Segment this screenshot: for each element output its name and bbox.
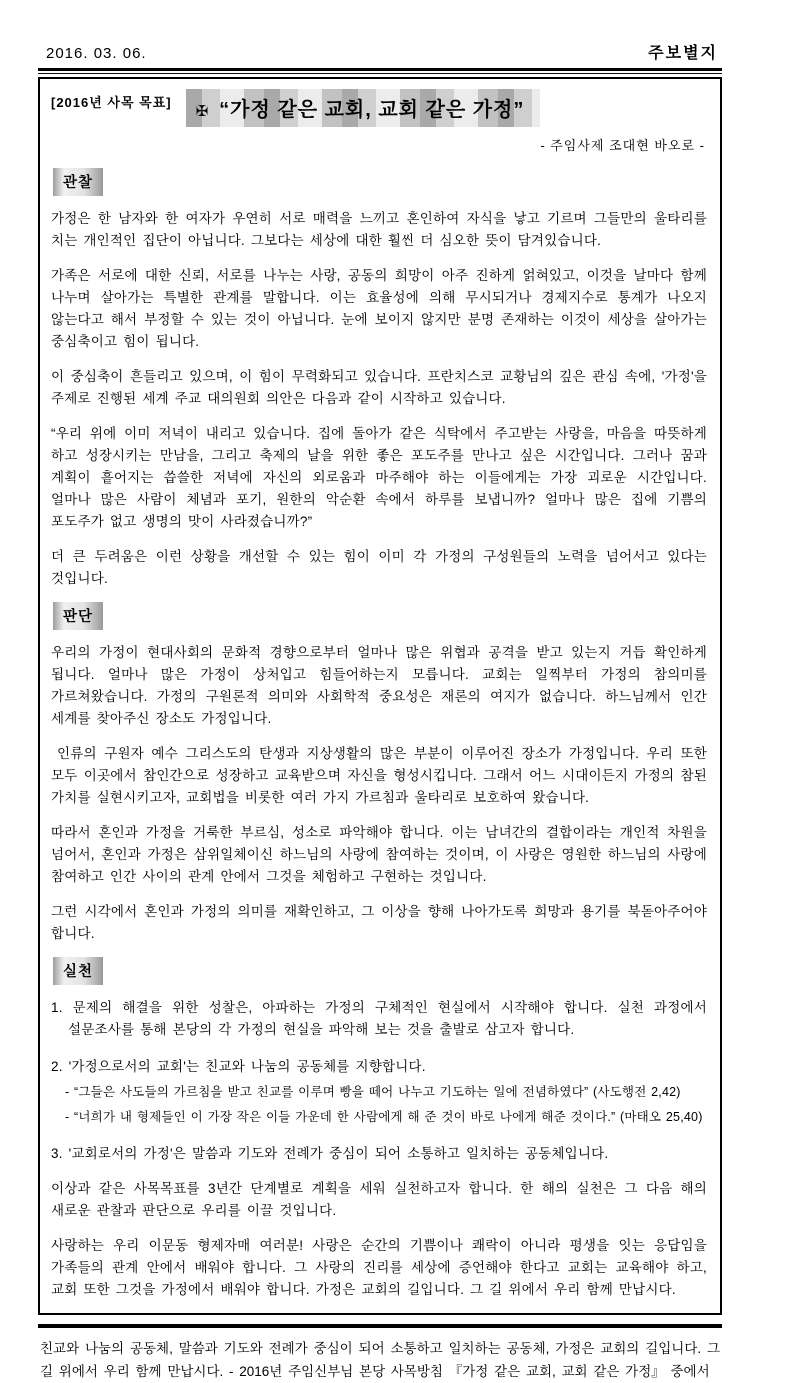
- header-double-rule: [38, 68, 722, 74]
- paragraph: 인류의 구원자 예수 그리스도의 탄생과 지상생활의 많은 부분이 이루어진 장소가 가정입니다. 우리 또한 모두 이곳에서 참인간으로 성장하고 교육받으며 자신을 형성시킵니다. 그래서 어느 시대이든지 가정의 참된 가치를 실현시키고자, 교회법을 비롯한 여러 가지 가르침과 울타리로 보호하여 왔습니다.: [51, 746, 707, 805]
- footer-summary: 친교와 나눔의 공동체, 말씀과 기도와 전례가 중심이 되어 소통하고 일치하는 공동체, 가정은 교회의 길입니다. 그 길 위에서 우리 함께 만납시다. - 2016년 주임신부님 본당 사목방침 『가정 같은 교회, 교회 같은 가정』 중에서: [40, 1341, 720, 1379]
- section-practice: [51, 945, 707, 1301]
- title-row: [51, 89, 707, 127]
- paragraph: 더 큰 두려움은 이런 상황을 개선할 수 있는 힘이 이미 각 가정의 구성원들의 노력을 넘어서고 있다는 것입니다.: [51, 549, 707, 586]
- bulletin-title: 주보별지: [648, 45, 718, 62]
- practice-item-2: 2. '가정으로서의 교회'는 친교와 나눔의 공동체를 지향합니다.: [51, 1059, 426, 1074]
- cross-icon: ✠: [195, 103, 210, 120]
- paragraph: “우리 위에 이미 저녁이 내리고 있습니다. 집에 돌아가 같은 식탁에서 주고받는 사랑을, 마음을 따뜻하게 하고 성장시키는 만남을, 그리고 축제의 날을 위한 좋은 포도주를 만나고 싶은 시간입니다. 그러나 꿈과 계획이 흩어지는 씁쓸한 저녁에 자신의 외로움과 마주해야 하는 이들에게는 가장 괴로운 시간입니다. 얼마나 많은 사람이 체념과 포기, 원한의 악순환 속에서 하루를 보냅니까? 얼마나 많은 집에 기쁨의 포도주가 없고 생명의 맛이 사라졌습니까?”: [51, 426, 707, 529]
- practice-item-1: 1. 문제의 해결을 위한 성찰은, 아파하는 가정의 구체적인 현실에서 시작해야 합니다. 실천 과정에서 설문조사를 통해 본당의 각 가정의 현실을 파악해 보는 것을 출발로 삼고자 합니다.: [51, 1000, 707, 1037]
- section-heading-judgment: 판단: [53, 602, 103, 630]
- section-judgment: [51, 590, 707, 945]
- title-banner-text: “가정 같은 교회, 교회 같은 가정”: [219, 99, 525, 121]
- closing-paragraph: 사랑하는 우리 이문동 형제자매 여러분! 사랑은 순간의 기쁨이나 쾌락이 아니라 평생을 잇는 응답임을 가족들의 관계 안에서 배워야 합니다. 그 사랑의 진리를 세상에 증언해야 한다고 교회는 교육해야 하고, 교회 또한 그것을 가정에서 배워야 합니다. 가정은 교회의 길입니다. 그 길 위에서 우리 함께 만납시다.: [51, 1238, 707, 1297]
- section-observation: [51, 156, 707, 590]
- scripture-quote-matthew: - “너희가 내 형제들인 이 가장 작은 이들 가운데 한 사람에게 해 준 것이 바로 나에게 해준 것이다.” (마태오 25,40): [65, 1110, 703, 1124]
- pastoral-goal-tag: [2016년 사목 목표]: [51, 95, 172, 110]
- closing-paragraph: 이상과 같은 사목목표를 3년간 단계별로 계획을 세워 실천하고자 합니다. 한 해의 실천은 그 다음 해의 새로운 관찰과 판단으로 우리를 이끌 것입니다.: [51, 1181, 707, 1218]
- title-banner: [186, 89, 541, 127]
- content-box: [38, 77, 722, 1315]
- section-heading-practice: 실천: [53, 957, 103, 985]
- scripture-quote-acts: - “그들은 사도들의 가르침을 받고 친교를 이루며 빵을 떼어 나누고 기도하는 일에 전념하였다” (사도행전 2,42): [65, 1085, 681, 1099]
- paragraph: 우리의 가정이 현대사회의 문화적 경향으로부터 얼마나 많은 위협과 공격을 받고 있는지 거듭 확인하게 됩니다. 얼마나 많은 가정이 상처입고 힘들어하는지 모릅니다. 교회는 일찍부터 가정의 참의미를 가르쳐왔습니다. 가정의 구원론적 의미와 사회학적 중요성은 재론의 여지가 없습니다. 하느님께서 인간 세계를 찾아주신 장소도 가정입니다.: [51, 645, 707, 726]
- paragraph: 이 중심축이 흔들리고 있으며, 이 힘이 무력화되고 있습니다. 프란치스코 교황님의 깊은 관심 속에, '가정'을 주제로 진행된 세계 주교 대의원회 의안은 다음과 같이 시작하고 있습니다.: [51, 369, 707, 406]
- paragraph: 그런 시각에서 혼인과 가정의 의미를 재확인하고, 그 이상을 향해 나아가도록 희망과 용기를 북돋아주어야 합니다.: [51, 904, 707, 941]
- footer-rule: [38, 1324, 722, 1328]
- issue-date: 2016. 03. 06.: [46, 45, 147, 62]
- practice-item-3: 3. '교회로서의 가정'은 말씀과 기도와 전례가 중심이 되어 소통하고 일치하는 공동체입니다.: [51, 1146, 609, 1161]
- author-line: - 주임사제 조대현 바오로 -: [540, 138, 705, 153]
- page-header: [38, 40, 722, 63]
- paragraph: 가족은 서로에 대한 신뢰, 서로를 나누는 사랑, 공동의 희망이 아주 진하게 얽혀있고, 이것을 날마다 함께 나누며 살아가는 특별한 관계를 말합니다. 이는 효율성에 의해 무시되거나 경제지수로 통계가 나오지 않는다고 해서 부정할 수 있는 것이 아닙니다. 눈에 보이지 않지만 분명 존재하는 이것이 세상을 살아가는 중심축이고 힘이 됩니다.: [51, 268, 707, 349]
- section-heading-observation: 관찰: [53, 168, 103, 196]
- paragraph: 따라서 혼인과 가정을 거룩한 부르심, 성소로 파악해야 합니다. 이는 남녀간의 결합이라는 개인적 차원을 넘어서, 혼인과 가정은 삼위일체이신 하느님의 사랑에 참여하는 것이며, 이 사랑은 영원한 하느님의 사랑에 참여하고 인간 사이의 관계 안에서 그것을 체험하고 구현하는 것입니다.: [51, 825, 707, 884]
- paragraph: 가정은 한 남자와 한 여자가 우연히 서로 매력을 느끼고 혼인하여 자식을 낳고 기르며 그들만의 울타리를 치는 개인적인 집단이 아닙니다. 그보다는 세상에 대한 훨씬 더 심오한 뜻이 담겨있습니다.: [51, 211, 707, 248]
